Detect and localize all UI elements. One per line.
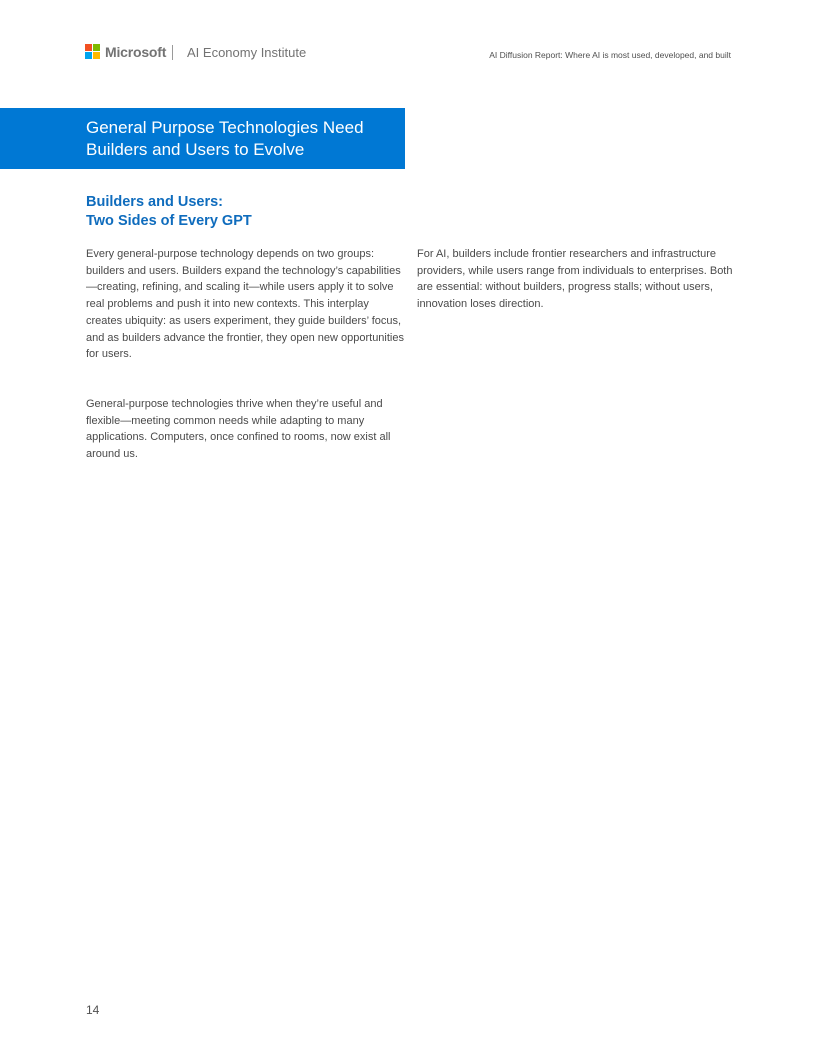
logo-square-blue <box>85 52 92 59</box>
section-heading-line-1: Builders and Users: <box>86 194 223 210</box>
microsoft-logo-icon <box>85 44 101 60</box>
chapter-title-line-1: General Purpose Technologies Need <box>86 118 364 137</box>
report-title: AI Diffusion Report: Where AI is most used, developed, and built <box>489 50 731 60</box>
body-paragraph-1: Every general-purpose technology depends on two groups: builders and users. Builders expand the technology’s capabilities—creating, refining, and scaling it—while users apply it to solve real problems and push it into new contexts. This interplay creates ubiquity: as users experiment, they guide builders’ focus, and as builders advance the frontier, they open new opportunities for users. <box>86 248 404 361</box>
section-heading <box>86 193 386 231</box>
header-divider <box>172 45 173 60</box>
brand-name: Microsoft <box>105 44 167 60</box>
chapter-title <box>86 117 396 161</box>
institute-name: AI Economy Institute <box>187 45 307 60</box>
logo-square-yellow <box>93 52 100 59</box>
logo-square-green <box>93 44 100 51</box>
section-heading-line-2: Two Sides of Every GPT <box>86 213 252 229</box>
body-paragraph-2: General-purpose technologies thrive when they’re useful and flexible—meeting common needs while adapting to many applications. Computers, once confined to rooms, now exist all around us. <box>86 398 391 461</box>
body-paragraph-3: For AI, builders include frontier researchers and infrastructure providers, while users range from individuals to enterprises. Both are essential: without builders, progress stalls; without users, innovation loses direction. <box>417 248 733 311</box>
chapter-title-line-2: Builders and Users to Evolve <box>86 140 305 159</box>
logo-square-red <box>85 44 92 51</box>
page-number: 14 <box>86 1003 100 1017</box>
